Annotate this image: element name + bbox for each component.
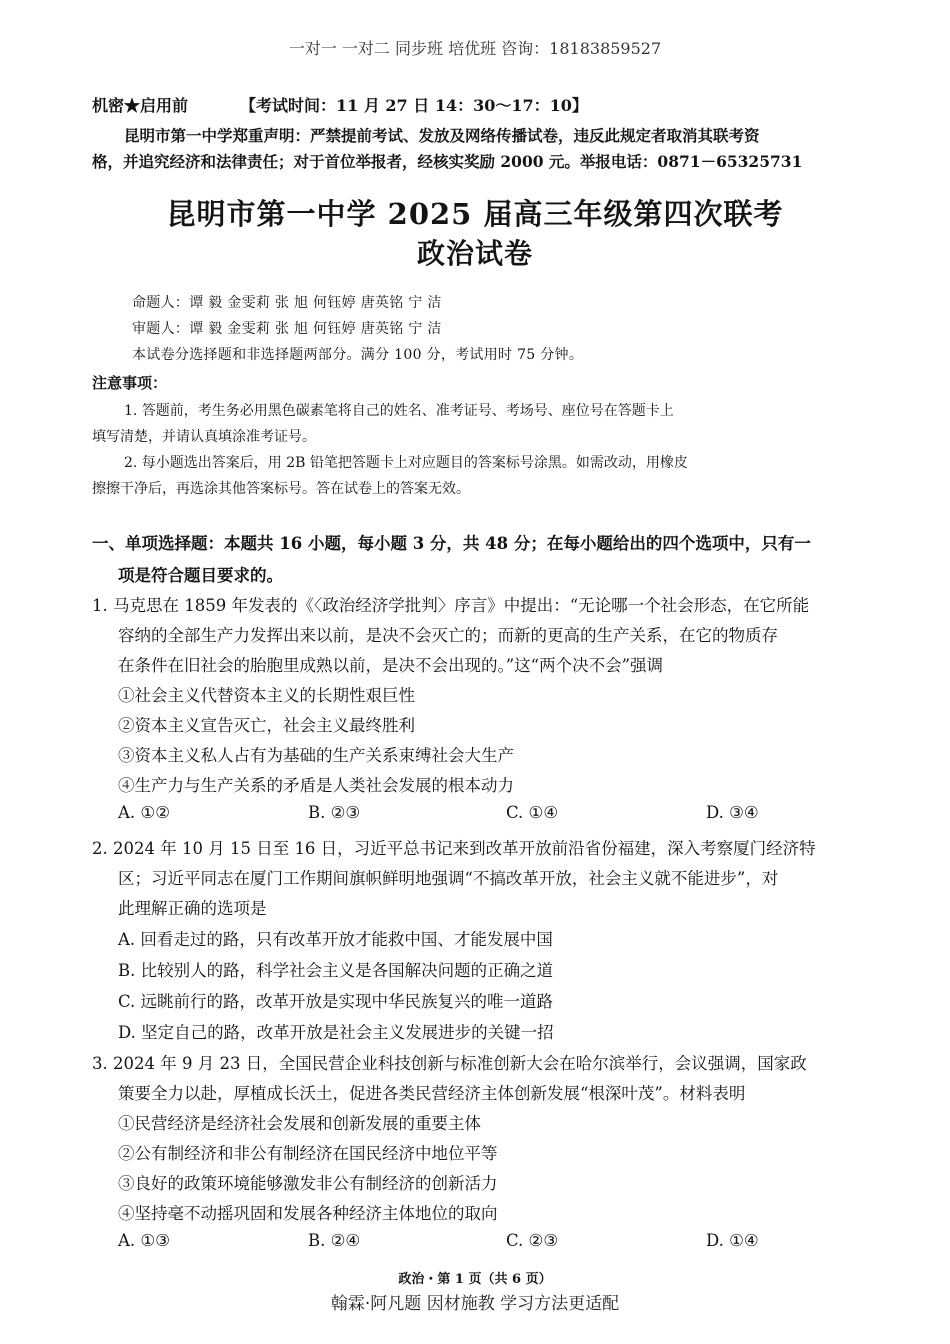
note-2-line-1: 2. 每小题选出答案后，用 2B 铅笔把答题卡上对应题目的答案标号涂黑。如需改动，用橡皮: [124, 455, 688, 471]
q2-stem-line-1: 2. 2024 年 10 月 15 日至 16 日，习近平总书记来到改革开放前沿省份福建，深入考察厦门经济特: [92, 839, 816, 858]
promo-footer: 翰霖·阿凡题 因材施教 学习方法更适配: [330, 1294, 620, 1314]
q1-option-d: D. ③④: [706, 803, 759, 822]
q1-stem-line-3: 在条件在旧社会的胎胞里成熟以前，是决不会出现的。”这“两个决不会”强调: [118, 656, 664, 675]
note-2-line-2: 擦擦干净后，再选涂其他答案标号。答在试卷上的答案无效。: [92, 481, 470, 497]
section-1-line-2: 项是符合题目要求的。: [118, 566, 283, 585]
q1-stem-line-1: 1. 马克思在 1859 年发表的《〈政治经济学批判〉序言》中提出：“无论哪一个社会形态，在它所能: [92, 596, 810, 615]
exam-subject: 政治试卷: [416, 237, 533, 270]
q3-statement-3: ③良好的政策环境能够激发非公有制经济的创新活力: [118, 1174, 498, 1193]
q1-statement-4: ④生产力与生产关系的矛盾是人类社会发展的根本动力: [118, 776, 514, 795]
notice-line-2: 格，并追究经济和法律责任；对于首位举报者，经核实奖励 2000 元。举报电话：0871－65325731: [92, 152, 803, 171]
q3-option-d: D. ①④: [706, 1231, 759, 1250]
q2-option-a: A. 回看走过的路，只有改革开放才能救中国、才能发展中国: [118, 930, 553, 949]
q2-option-d: D. 坚定自己的路，改革开放是社会主义发展进步的关键一招: [118, 1023, 554, 1042]
exam-title: 昆明市第一中学 2025 届高三年级第四次联考: [166, 197, 784, 231]
q2-stem-line-2: 区；习近平同志在厦门工作期间旗帜鲜明地强调“不搞改革开放，社会主义就不能进步”，对: [118, 869, 779, 888]
q1-option-c: C. ①④: [506, 803, 559, 822]
q3-stem-line-2: 策要全力以赴，厚植成长沃土，促进各类民营经济主体创新发展“根深叶茂”。材料表明: [118, 1084, 746, 1103]
exam-time: 【考试时间：11 月 27 日 14：30～17：10】: [240, 96, 588, 115]
q3-statement-2: ②公有制经济和非公有制经济在国民经济中地位平等: [118, 1144, 498, 1163]
exam-info: 本试卷分选择题和非选择题两部分。满分 100 分，考试用时 75 分钟。: [132, 347, 584, 363]
section-1-line-1: 一、单项选择题：本题共 16 小题，每小题 3 分，共 48 分；在每小题给出的四个选项中，只有一: [92, 534, 811, 553]
q3-option-b: B. ②④: [308, 1231, 361, 1250]
q3-option-a: A. ①③: [118, 1231, 170, 1250]
reviewers: 审题人：谭 毅 金雯莉 张 旭 何钰婷 唐英铭 宁 洁: [132, 321, 442, 337]
q3-stem-line-1: 3. 2024 年 9 月 23 日，全国民营企业科技创新与标准创新大会在哈尔滨举行，会议强调，国家政: [92, 1054, 807, 1073]
q3-option-c: C. ②③: [506, 1231, 559, 1250]
confidential-label: 机密★启用前: [92, 96, 189, 115]
notice-line-1: 昆明市第一中学郑重声明：严禁提前考试、发放及网络传播试卷，违反此规定者取消其联考资: [124, 126, 760, 145]
q1-stem-line-2: 容纳的全部生产力发挥出来以前，是决不会灭亡的；而新的更高的生产关系，在它的物质存: [118, 626, 778, 645]
q2-option-b: B. 比较别人的路，科学社会主义是各国解决问题的正确之道: [118, 961, 554, 980]
note-1-line-1: 1. 答题前，考生务必用黑色碳素笔将自己的姓名、准考证号、考场号、座位号在答题卡上: [124, 403, 674, 419]
q2-option-c: C. 远眺前行的路，改革开放是实现中华民族复兴的唯一道路: [118, 992, 554, 1011]
authors: 命题人：谭 毅 金雯莉 张 旭 何钰婷 唐英铭 宁 洁: [132, 295, 442, 311]
q1-option-b: B. ②③: [308, 803, 361, 822]
note-1-line-2: 填写清楚，并请认真填涂准考证号。: [92, 429, 316, 445]
q1-statement-2: ②资本主义宣告灭亡，社会主义最终胜利: [118, 716, 415, 735]
notes-heading: 注意事项：: [92, 374, 168, 392]
q1-statement-3: ③资本主义私人占有为基础的生产关系束缚社会大生产: [118, 746, 514, 765]
q3-statement-1: ①民营经济是经济社会发展和创新发展的重要主体: [118, 1114, 481, 1133]
promo-banner: 一对一 一对二 同步班 培优班 咨询：18183859527: [288, 39, 662, 58]
q1-option-a: A. ①②: [118, 803, 170, 822]
q2-stem-line-3: 此理解正确的选项是: [118, 899, 267, 918]
q3-statement-4: ④坚持毫不动摇巩固和发展各种经济主体地位的取向: [118, 1204, 498, 1223]
page-number: 政治・第 1 页（共 6 页）: [398, 1272, 552, 1287]
q1-statement-1: ①社会主义代替资本主义的长期性艰巨性: [118, 686, 415, 705]
